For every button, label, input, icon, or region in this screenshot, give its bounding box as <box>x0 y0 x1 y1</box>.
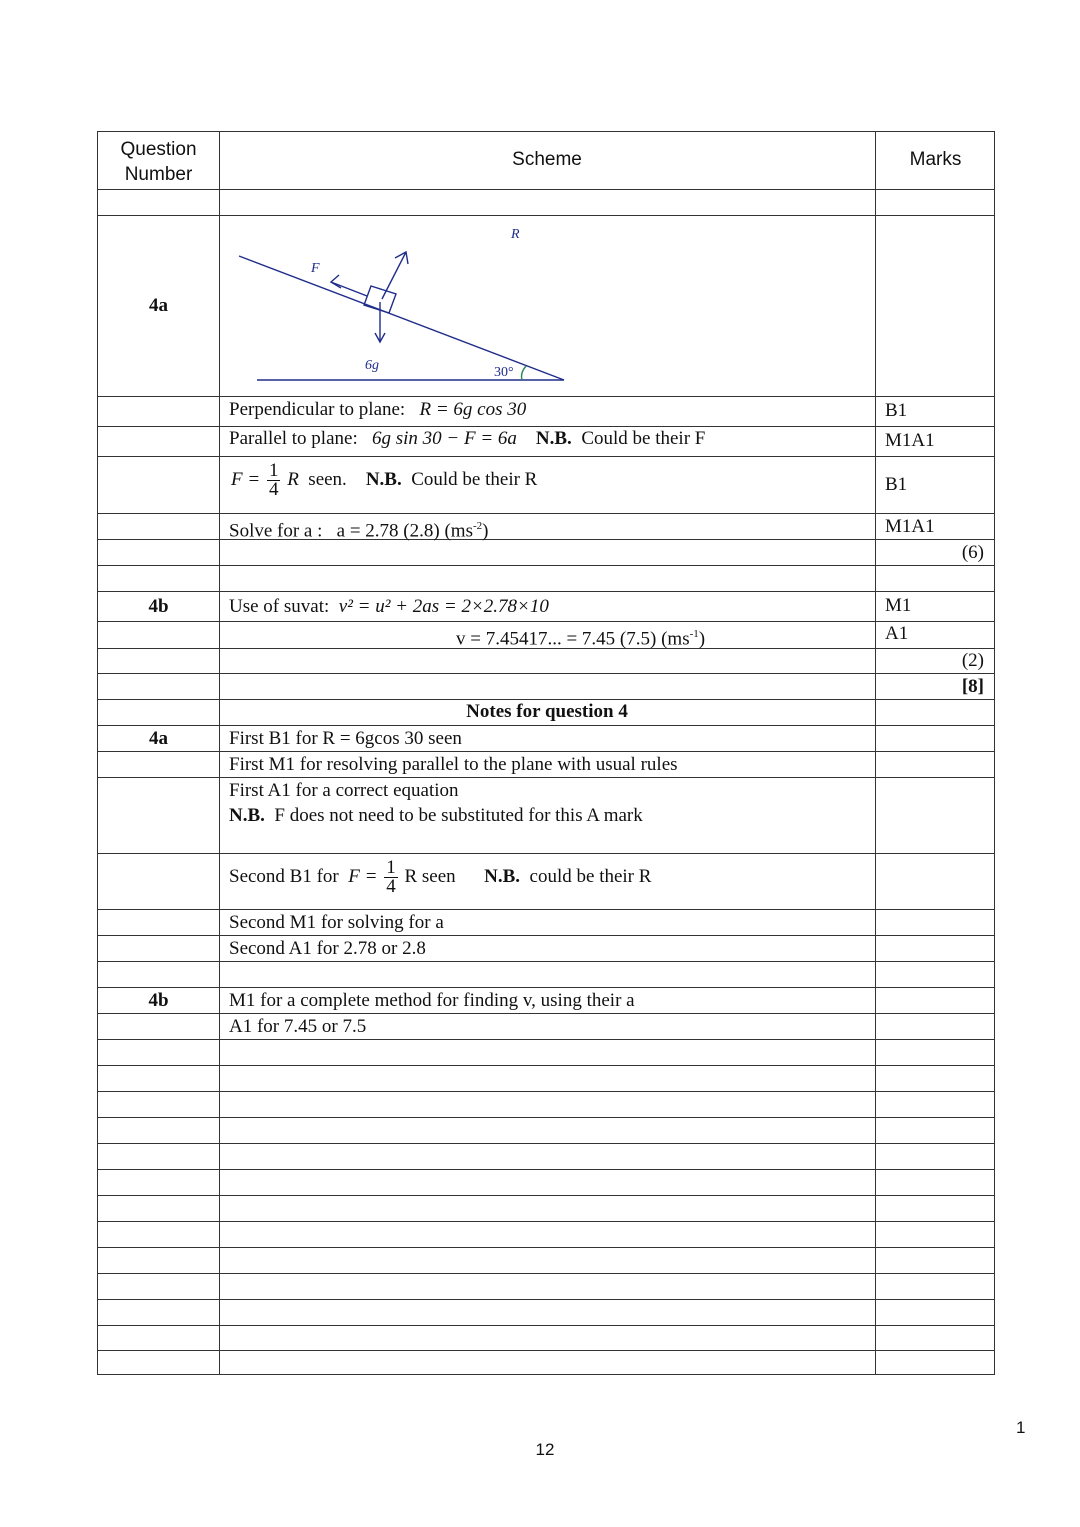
notes-fraction-numerator: 1 <box>386 857 396 878</box>
notes-line-9: A1 for 7.45 or 7.5 <box>229 1016 367 1037</box>
notes-title: Notes for question 4 <box>466 701 628 722</box>
column-divider <box>875 132 876 1374</box>
row-line <box>98 725 994 726</box>
notes-line-2: First M1 for resolving parallel to the plane with usual rules <box>229 754 678 775</box>
solve-text: Solve for a : <box>229 520 323 542</box>
perp-text: Perpendicular to plane: <box>229 399 406 420</box>
corner-page-number: 1 <box>1016 1418 1026 1437</box>
solve-equation: a = 2.78 (2.8) (ms <box>336 520 473 542</box>
notes-4a-number: 4a <box>149 728 168 749</box>
row-line <box>98 909 994 910</box>
label-angle: 30° <box>494 365 514 380</box>
row-line <box>98 935 994 936</box>
friction-line <box>231 462 537 499</box>
mark-perp: B1 <box>885 400 908 421</box>
row-line <box>98 591 994 592</box>
fraction-numerator: 1 <box>268 460 279 481</box>
notes-line-4-text: F does not need to be substituted for this A mark <box>274 805 643 826</box>
row-line <box>98 396 994 397</box>
row-line <box>98 621 994 622</box>
row-line <box>98 1325 994 1326</box>
row-line <box>98 1273 994 1274</box>
row-line <box>98 673 994 674</box>
mark-suvat: M1 <box>885 595 912 616</box>
notes-line-4 <box>229 805 643 827</box>
notes-line-7: Second A1 for 2.78 or 2.8 <box>229 938 426 959</box>
suvat-equation: v² = u² + 2as = 2×2.78×10 <box>338 596 549 617</box>
friction-rhs: R <box>287 468 299 490</box>
label-reaction: R <box>511 227 520 242</box>
fraction-denominator: 4 <box>268 479 279 500</box>
row-line <box>98 1117 994 1118</box>
notes-line-8: M1 for a complete method for finding v, using their a <box>229 990 635 1011</box>
row-line <box>98 987 994 988</box>
notes-line-1: First B1 for R = 6gcos 30 seen <box>229 728 462 749</box>
friction-lhs: F = <box>231 468 261 490</box>
notes-line-5-note: could be their R <box>529 865 652 887</box>
notes-line-6: Second M1 for solving for a <box>229 912 444 933</box>
solve-exponent: -2 <box>472 520 483 532</box>
para-equation: 6g sin 30 − F = 6a <box>371 428 517 449</box>
notes-line-3: First A1 for a correct equation <box>229 780 459 801</box>
row-line <box>98 1169 994 1170</box>
perp-equation: R = 6g cos 30 <box>419 399 527 420</box>
row-line <box>98 1143 994 1144</box>
notes-line-5-nb: N.B. <box>484 865 521 887</box>
notes-line-5-rhs: R seen <box>404 865 456 887</box>
notes-fraction-quarter <box>384 859 398 896</box>
mark-scheme-table <box>97 131 995 1375</box>
row-line <box>98 456 994 457</box>
row-line <box>98 699 994 700</box>
grand-total: [8] <box>961 676 984 697</box>
friction-note: Could be their R <box>411 468 538 490</box>
perpendicular-line <box>229 399 526 421</box>
parallel-line <box>229 428 705 450</box>
row-line <box>98 1091 994 1092</box>
result-line <box>456 623 705 650</box>
result-equation: v = 7.45417... = 7.45 (7.5) (ms <box>456 628 690 650</box>
row-line <box>98 1039 994 1040</box>
question-number-4b: 4b <box>148 596 169 617</box>
friction-seen: seen. <box>308 468 347 490</box>
mark-friction: B1 <box>885 474 908 495</box>
row-line <box>98 1013 994 1014</box>
solve-line <box>229 515 488 542</box>
mark-solve: M1A1 <box>885 516 935 537</box>
row-line <box>98 189 994 190</box>
total-4a: (6) <box>961 542 984 563</box>
result-close: ) <box>698 628 706 650</box>
notes-4b-number: 4b <box>148 990 169 1011</box>
para-note: Could be their F <box>581 428 706 449</box>
angle-arc <box>522 366 527 380</box>
notes-line-4-nb: N.B. <box>229 805 265 826</box>
label-weight: 6g <box>365 358 379 373</box>
mark-para: M1A1 <box>885 430 935 451</box>
label-friction: F <box>311 261 320 276</box>
row-line <box>98 1065 994 1066</box>
row-line <box>98 1195 994 1196</box>
notes-fraction-denominator: 4 <box>386 876 396 897</box>
friction-nb: N.B. <box>365 468 402 490</box>
result-exponent: -1 <box>689 628 699 640</box>
total-4b: (2) <box>961 650 984 671</box>
row-line <box>98 565 994 566</box>
reaction-arrow <box>382 252 406 299</box>
suvat-text: Use of suvat: <box>229 596 330 617</box>
inclined-plane-diagram <box>219 216 579 396</box>
row-line <box>98 777 994 778</box>
notes-line-5-pre: Second B1 for <box>229 865 339 887</box>
para-nb: N.B. <box>535 428 572 449</box>
notes-line-5 <box>229 859 651 896</box>
row-line <box>98 1350 994 1351</box>
row-line <box>98 1299 994 1300</box>
solve-close: ) <box>482 520 489 542</box>
notes-line-5-lhs: F = <box>348 865 378 887</box>
inclined-plane-line <box>239 256 564 380</box>
row-line <box>98 1247 994 1248</box>
question-number-4a: 4a <box>149 295 168 316</box>
header-marks: Marks <box>909 149 962 170</box>
mark-result: A1 <box>885 623 909 644</box>
header-scheme: Scheme <box>512 149 582 170</box>
row-line <box>98 853 994 854</box>
row-line <box>98 513 994 514</box>
row-line <box>98 961 994 962</box>
page-number: 12 <box>535 1440 555 1459</box>
para-text: Parallel to plane: <box>229 428 358 449</box>
row-line <box>98 426 994 427</box>
row-line <box>98 751 994 752</box>
header-question-number: Question Number <box>120 139 197 185</box>
fraction-quarter <box>267 462 281 499</box>
suvat-line <box>229 596 549 618</box>
row-line <box>98 1221 994 1222</box>
